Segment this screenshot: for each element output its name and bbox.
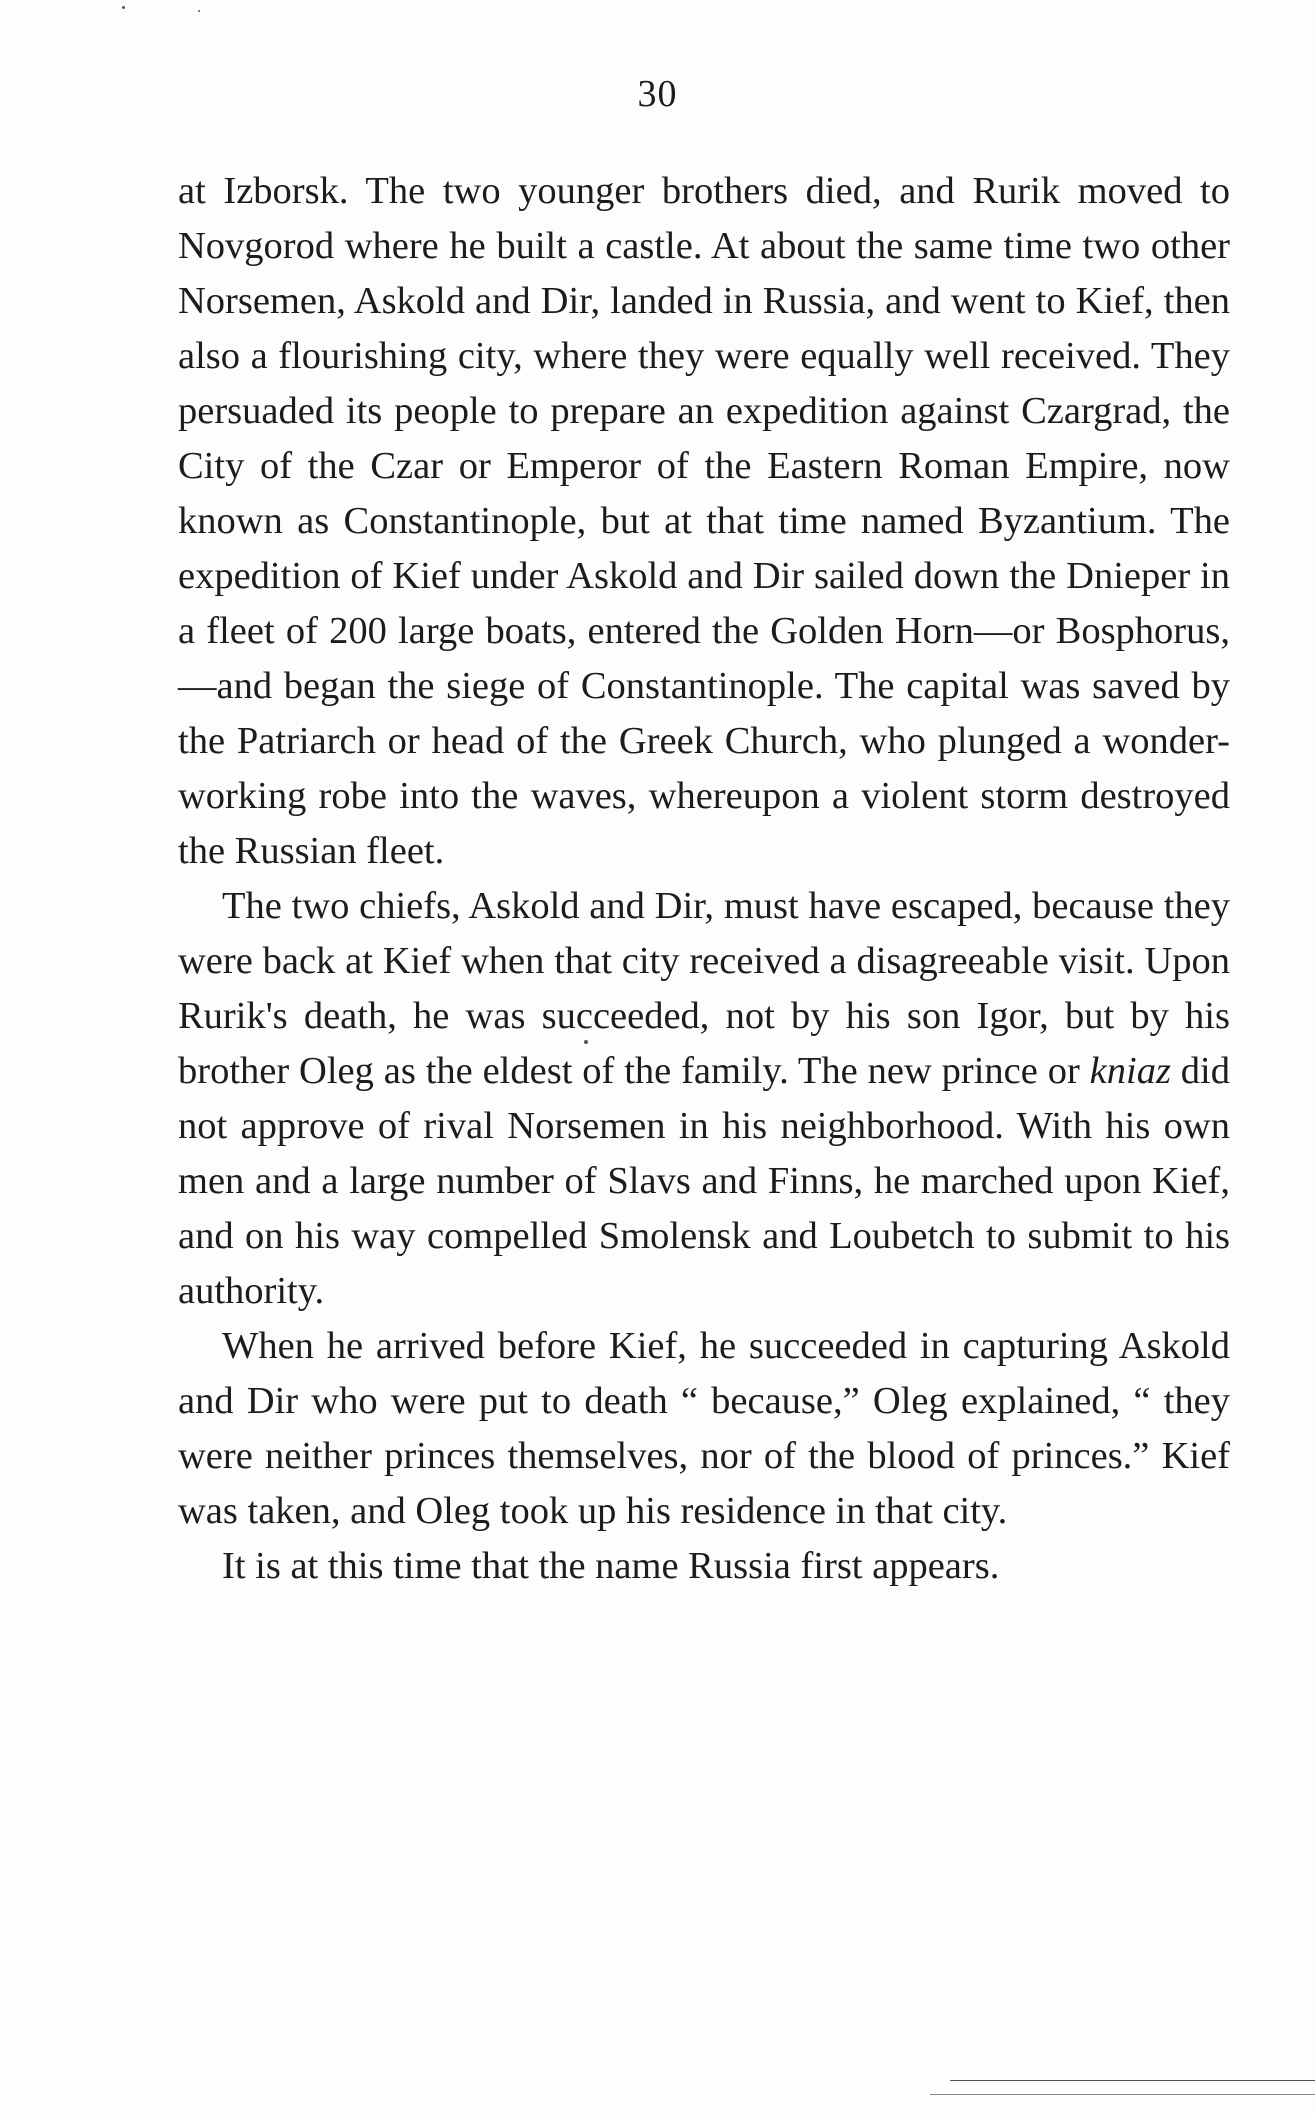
paragraph-2-text-after: did not approve of rival Norsemen in his neighborhood. With his own men and a large number of Slavs and Finns, he marched upon Kief, and on his way compelled Smolensk and Loubetch to submit to his authority. [178, 1050, 1231, 1312]
body-text [178, 164, 1230, 1594]
paragraph-4: It is at this time that the name Russia first appears. [222, 1545, 1000, 1587]
italic-term-kniaz: kniaz [1089, 1050, 1171, 1092]
scan-speck [198, 10, 200, 12]
page-number: 30 [637, 73, 678, 115]
scan-speck [584, 1040, 588, 1044]
paragraph-2-text-before: The two chiefs, Askold and Dir, must have escaped, because they were back at Kief when that city received a disagreeable visit. Upon Rurik's death, he was succeeded, not by his son Igor, but by his brother Oleg as the eldest of the family. The new prince or [178, 885, 1230, 1092]
paragraph-1: at Izborsk. The two younger brothers died, and Rurik moved to Novgorod where he built a castle. At about the same time two other Norsemen, Askold and Dir, landed in Russia, and went to Kief, then also a flourishing city, where they were equally well received. They persuaded its people to prepare an expedition against Czargrad, the City of the Czar or Emperor of the Eastern Roman Empire, now known as Constantinople, but at that time named Byzantium. The expedition of Kief under Askold and Dir sailed down the Dnieper in a fleet of 200 large boats, entered the Golden Horn—or Bosphorus,—and began the siege of Constantinople. The capital was saved by the Patriarch or head of the Greek Church, who plunged a wonder-working robe into the waves, whereupon a violent storm destroyed the Russian fleet. [178, 170, 1230, 872]
paragraph-2 [178, 879, 1230, 1319]
scan-speck [122, 6, 125, 9]
paragraph-3: When he arrived before Kief, he succeeded in capturing Askold and Dir who were put to death “ because,” Oleg explained, “ they were neither princes themselves, nor of the blood of princes.” Kief was taken, and Oleg took up his residence in that city. [178, 1325, 1230, 1532]
bottom-rule-lower [930, 2094, 1315, 2095]
bottom-rule [950, 2080, 1315, 2081]
